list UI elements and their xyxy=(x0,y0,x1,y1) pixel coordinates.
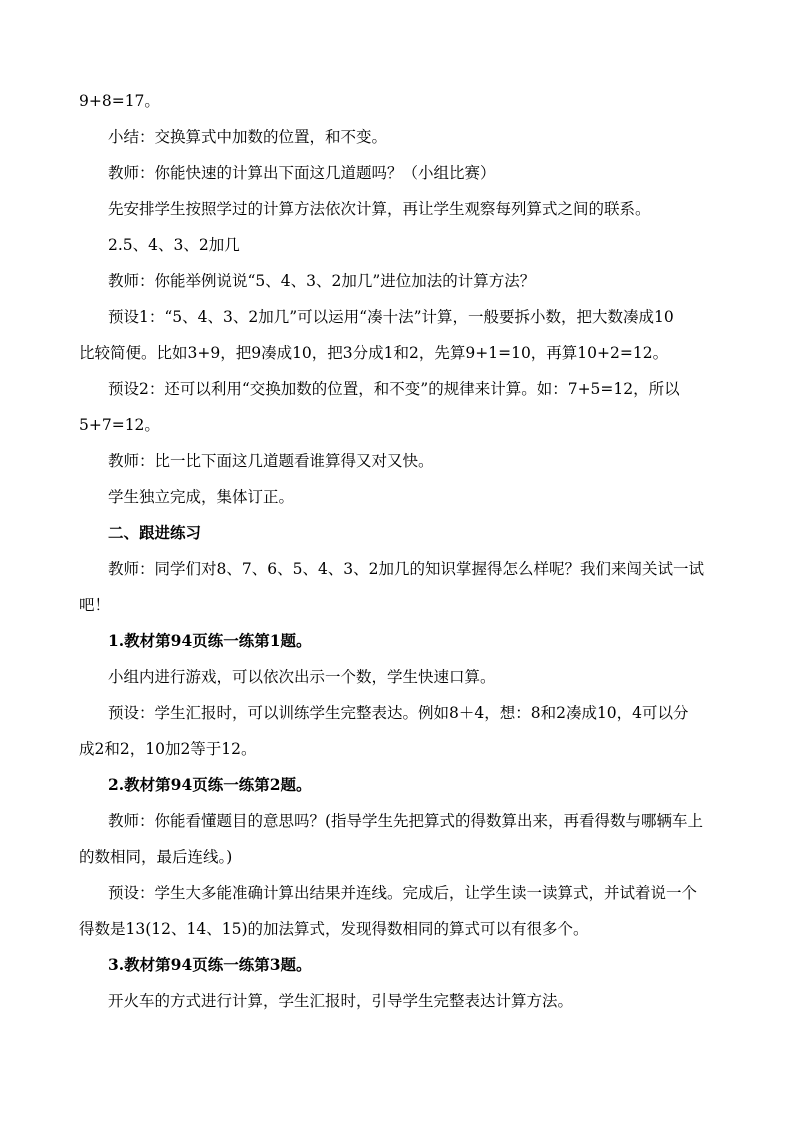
teacher-question: 教师：同学们对8、7、6、5、4、3、2加几的知识掌握得怎么样呢？我们来闯关试一试 xyxy=(108,560,705,578)
subsection-heading: 2.5、4、3、2加几 xyxy=(108,236,240,254)
teacher-question-continued: 吧！ xyxy=(79,596,111,614)
exercise-heading: 3.教材第94页练一练第3题。 xyxy=(108,955,312,974)
summary-paragraph: 小结：交换算式中加数的位置，和不变。 xyxy=(108,128,388,146)
section-heading: 二、跟进练习 xyxy=(108,523,202,542)
exercise-heading: 1.教材第94页练一练第1题。 xyxy=(108,631,312,650)
teacher-question: 教师：比一比下面这几道题看谁算得又对又快。 xyxy=(108,452,434,470)
preset-paragraph-continued: 5+7=12。 xyxy=(79,416,160,434)
exercise-heading: 2.教材第94页练一练第2题。 xyxy=(108,775,312,794)
teacher-question: 教师：你能举例说说“5、4、3、2加几”进位加法的计算方法？ xyxy=(108,272,536,290)
preset-paragraph: 预设2：还可以利用“交换加数的位置，和不变”的规律来计算。如：7+5=12，所以 xyxy=(108,380,680,398)
preset-paragraph: 预设：学生大多能准确计算出结果并连线。完成后，让学生读一读算式，并试着说一个 xyxy=(108,884,698,902)
preset-paragraph-continued: 得数是13(12、14、15)的加法算式，发现得数相同的算式可以有很多个。 xyxy=(79,920,589,938)
paragraph-line: 小组内进行游戏，可以依次出示一个数，学生快速口算。 xyxy=(108,668,496,686)
paragraph-line: 9+8=17。 xyxy=(79,92,160,110)
teacher-question: 教师：你能看懂题目的意思吗？(指导学生先把算式的得数算出来，再看得数与哪辆车上 xyxy=(108,812,704,830)
paragraph-line: 学生独立完成，集体订正。 xyxy=(108,488,295,506)
preset-paragraph: 预设：学生汇报时，可以训练学生完整表达。例如8＋4，想：8和2凑成10，4可以分 xyxy=(108,704,689,722)
preset-paragraph-continued: 成2和2，10加2等于12。 xyxy=(79,740,257,758)
teacher-question-continued: 的数相同，最后连线。) xyxy=(79,848,233,866)
paragraph-line: 开火车的方式进行计算，学生汇报时，引导学生完整表达计算方法。 xyxy=(108,992,574,1010)
paragraph-line: 先安排学生按照学过的计算方法依次计算，再让学生观察每列算式之间的联系。 xyxy=(108,200,651,218)
teacher-question: 教师：你能快速的计算出下面这几道题吗？（小组比赛） xyxy=(108,164,496,182)
preset-paragraph: 预设1：“5、4、3、2加几”可以运用“凑十法”计算，一般要拆小数，把大数凑成10 xyxy=(108,308,674,326)
preset-paragraph-continued: 比较简便。比如3+9，把9凑成10，把3分成1和2，先算9+1=10，再算10+2=12。 xyxy=(79,344,669,362)
